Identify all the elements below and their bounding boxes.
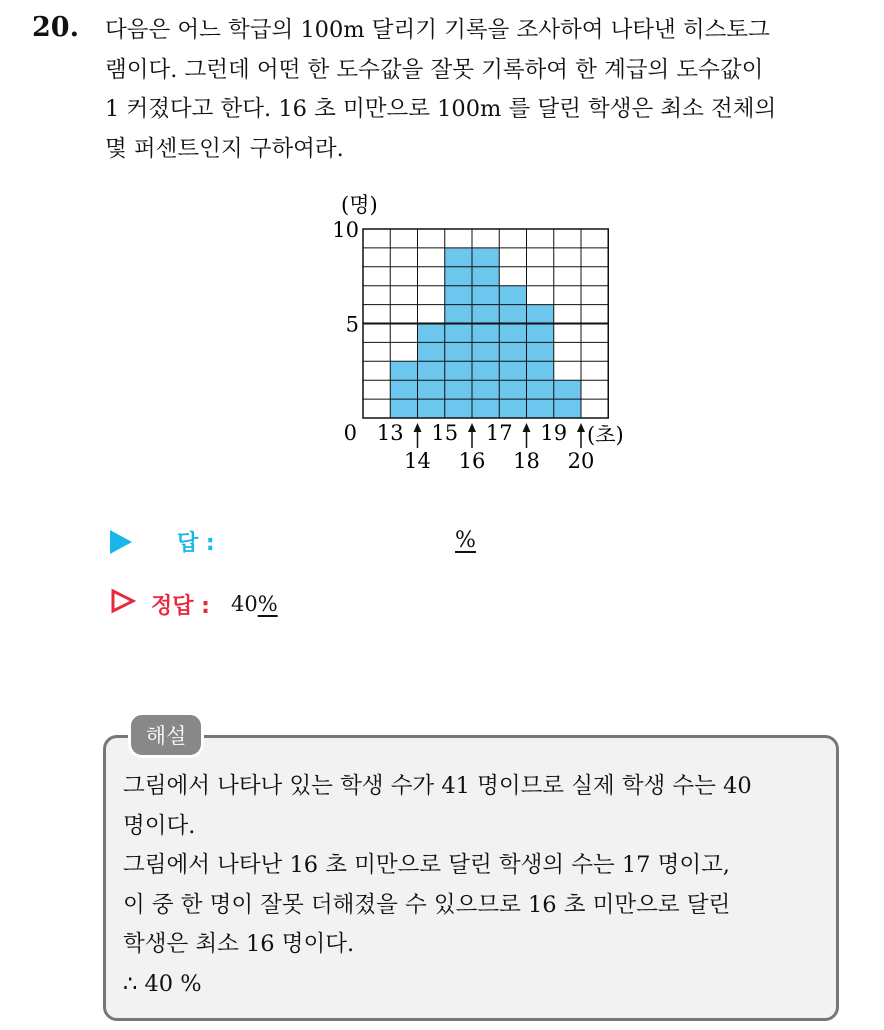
x-tick-label: 19 bbox=[540, 421, 568, 445]
explanation-line: 그림에서 나타나 있는 학생 수가 41 명이므로 실제 학생 수는 40 bbox=[123, 773, 752, 799]
explanation-tab: 해설 bbox=[128, 712, 204, 758]
explanation-line: 명이다. bbox=[123, 812, 196, 839]
histogram-bar bbox=[499, 286, 526, 418]
histogram-bar bbox=[390, 361, 417, 418]
correct-answer-row bbox=[110, 588, 278, 620]
x-tick-label: 20 bbox=[567, 449, 595, 473]
y-tick-label: 10 bbox=[332, 218, 359, 242]
histogram-bar bbox=[418, 324, 445, 419]
x-tick-label: 17 bbox=[485, 421, 513, 445]
correct-answer-value bbox=[231, 592, 278, 616]
x-tick-label: 15 bbox=[431, 421, 459, 445]
x-tick-label: 18 bbox=[513, 449, 540, 473]
x-axis-label: (초) bbox=[587, 423, 624, 447]
correct-answer-unit: % bbox=[257, 592, 278, 616]
question-text bbox=[105, 11, 865, 169]
histogram-bar bbox=[472, 248, 499, 418]
answer-row bbox=[110, 526, 215, 557]
question-line: 램이다. 그런데 어떤 한 도수값을 잘못 기록하여 한 계급의 도수값이 bbox=[105, 56, 764, 83]
tick-arrow-head bbox=[414, 423, 422, 432]
histogram-chart bbox=[330, 190, 650, 480]
y-axis-label: (명) bbox=[341, 193, 378, 217]
x-tick-label: 14 bbox=[404, 449, 431, 473]
question-line: 다음은 어느 학급의 100m 달리기 기록을 조사하여 나타낸 히스토그 bbox=[105, 17, 770, 43]
answer-blank-unit: % bbox=[455, 528, 476, 553]
x-tick-label: 16 bbox=[458, 449, 486, 473]
answer-label: 답 : bbox=[177, 531, 215, 556]
x-tick-label: 13 bbox=[376, 421, 404, 445]
explanation-line: ∴ 40 % bbox=[123, 970, 202, 997]
question-line: 1 커졌다고 한다. 16 초 미만으로 100m 를 달린 학생은 최소 전체의 bbox=[105, 96, 777, 122]
play-triangle-icon bbox=[110, 530, 132, 554]
correct-answer-number: 40 bbox=[230, 592, 258, 616]
question-number: 20. bbox=[32, 12, 79, 43]
question-line: 몇 퍼센트인지 구하여라. bbox=[105, 135, 344, 162]
explanation-line: 그림에서 나타난 16 초 미만으로 달린 학생의 수는 17 명이고, bbox=[123, 852, 730, 878]
explanation-text bbox=[123, 767, 833, 1004]
explanation-line: 이 중 한 명이 잘못 더해졌을 수 있으므로 16 초 미만으로 달린 bbox=[123, 891, 731, 918]
y-tick-label: 0 bbox=[343, 421, 357, 445]
explanation-line: 학생은 최소 16 명이다. bbox=[123, 931, 355, 957]
histogram-bar bbox=[445, 248, 472, 418]
tick-arrow-head bbox=[468, 423, 476, 432]
tick-arrow-head bbox=[523, 423, 531, 432]
y-tick-label: 5 bbox=[345, 312, 359, 337]
correct-answer-label: 정답 : bbox=[151, 593, 210, 619]
tick-arrow-head bbox=[577, 423, 585, 432]
outline-triangle-icon bbox=[110, 588, 136, 620]
